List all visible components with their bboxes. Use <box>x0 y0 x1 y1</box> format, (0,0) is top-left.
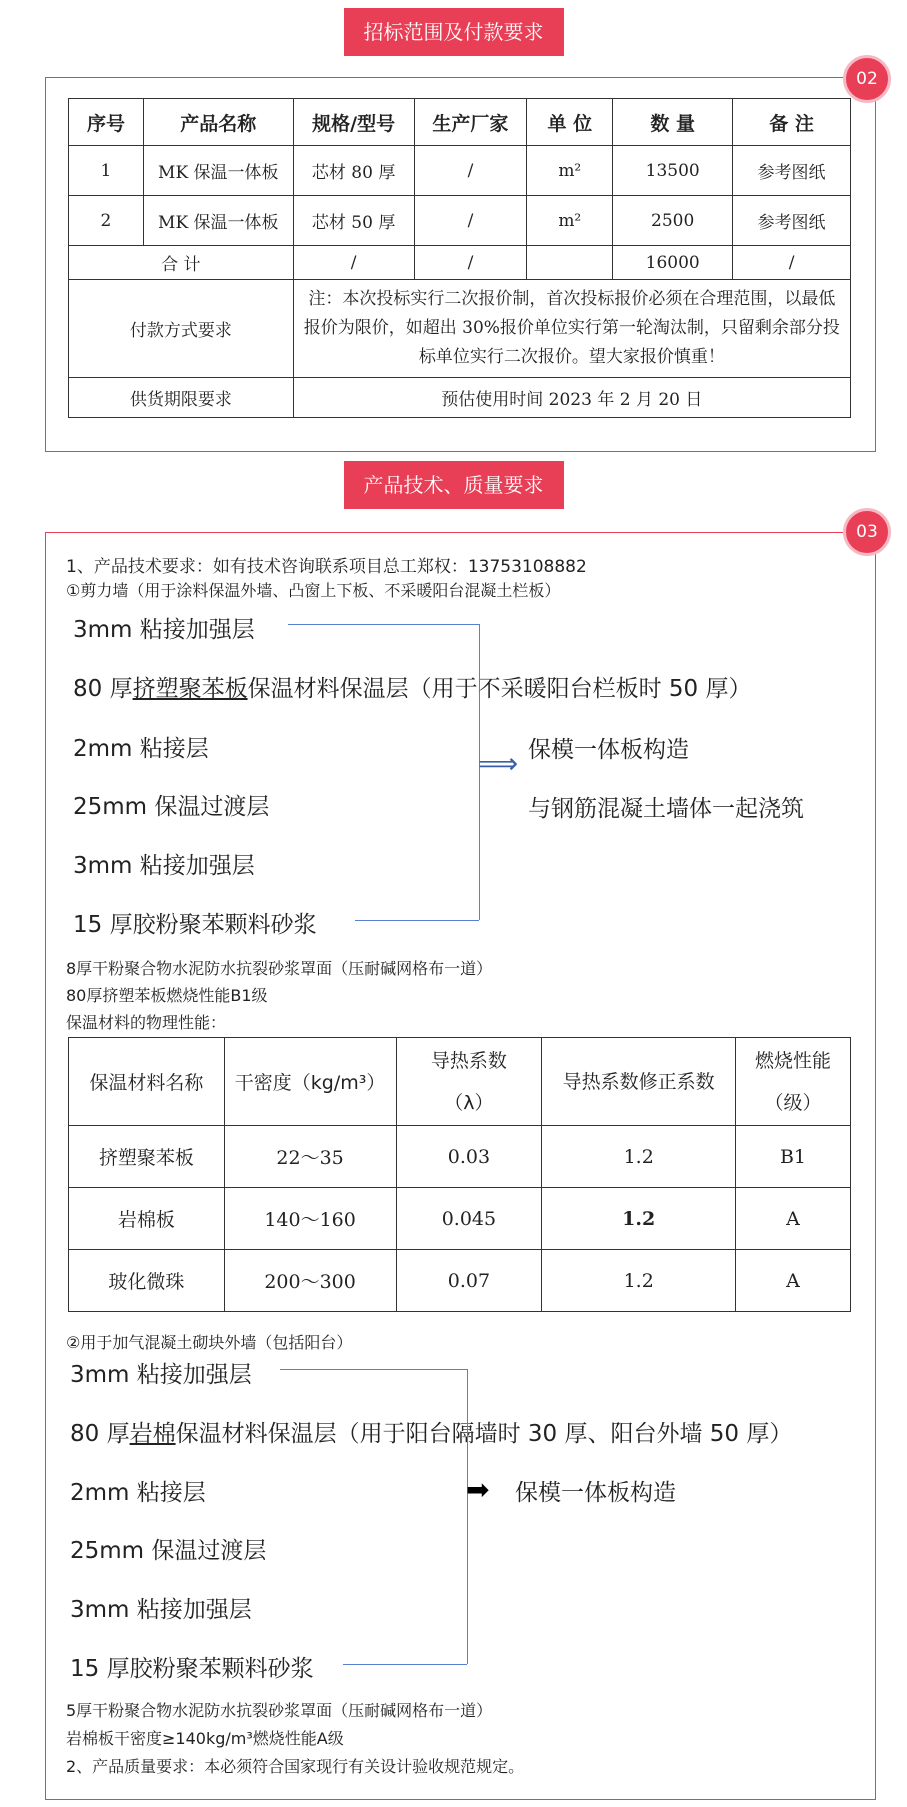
cell: 1.2 <box>542 1250 736 1312</box>
cell: 0.03 <box>396 1126 542 1188</box>
note: 5厚干粉聚合物水泥防水抗裂砂浆罩面（压耐碱网格布一道） <box>66 1701 493 1720</box>
cell: / <box>733 246 851 280</box>
bracket-line <box>288 624 479 625</box>
layer-prefix: 80 厚 <box>70 1421 130 1447</box>
cell: A <box>736 1250 851 1312</box>
wall1-layer: 15 厚胶粉聚苯颗料砂浆 <box>73 912 317 938</box>
cell: 岩棉板 <box>69 1188 225 1250</box>
supply-row <box>69 378 851 418</box>
tech-requirement: 1、产品技术要求：如有技术咨询联系项目总工郑权：13753108882 <box>66 557 587 577</box>
cell: 1.2 <box>542 1126 736 1188</box>
payment-text: 注：本次投标实行二次报价制，首次投标报价必须在合理范围，以最低报价为限价，如超出 30%报价单位实行第一轮淘汰制，只留剩余部分投标单位实行二次报价。望大家报价慎重！ <box>293 280 850 378</box>
th-unit: 单 位 <box>527 99 613 146</box>
th-maker: 生产厂家 <box>414 99 527 146</box>
cell: 0.045 <box>396 1188 542 1250</box>
cell: 1.2 <box>542 1188 736 1250</box>
th-fire: 燃烧性能（级） <box>736 1038 851 1126</box>
section-badge-02: 02 <box>843 55 891 103</box>
cell: MK 保温一体板 <box>143 146 293 196</box>
wall2-layer: 25mm 保温过渡层 <box>70 1538 267 1564</box>
table-row <box>69 146 851 196</box>
cell: / <box>293 246 414 280</box>
cell: m² <box>527 146 613 196</box>
table-row <box>69 1126 851 1188</box>
th-material: 保温材料名称 <box>69 1038 225 1126</box>
note: 80厚挤塑苯板燃烧性能B1级 <box>66 986 268 1005</box>
total-row <box>69 246 851 280</box>
layer-material: 岩棉 <box>129 1421 176 1447</box>
layer-suffix: 保温材料保温层（用于阳台隔墙时 30 厚、阳台外墙 50 厚） <box>175 1421 793 1447</box>
note: 8厚干粉聚合物水泥防水抗裂砂浆罩面（压耐碱网格布一道） <box>66 959 493 978</box>
wall1-layer: 3mm 粘接加强层 <box>73 617 255 643</box>
cell: / <box>414 146 527 196</box>
cell: 200～300 <box>224 1250 396 1312</box>
wall2-result: 保模一体板构造 <box>515 1480 676 1506</box>
payment-row <box>69 280 851 378</box>
cell <box>527 246 613 280</box>
th-index: 序号 <box>69 99 144 146</box>
cell: B1 <box>736 1126 851 1188</box>
layer-prefix: 80 厚 <box>73 676 133 702</box>
cell: 0.07 <box>396 1250 542 1312</box>
bracket-line <box>343 1664 467 1665</box>
th-spec: 规格/型号 <box>293 99 414 146</box>
section-banner-quality: 产品技术、质量要求 <box>344 461 564 509</box>
cell: 22～35 <box>224 1126 396 1188</box>
cell: MK 保温一体板 <box>143 196 293 246</box>
table-row <box>69 1250 851 1312</box>
cell: 挤塑聚苯板 <box>69 1126 225 1188</box>
properties-table <box>68 1037 851 1312</box>
quality-requirement: 2、产品质量要求：本必须符合国家现行有关设计验收规范规定。 <box>66 1757 525 1776</box>
table-row <box>69 196 851 246</box>
wall1-layer: 2mm 粘接层 <box>73 736 209 762</box>
wall1-layer: 25mm 保温过渡层 <box>73 794 270 820</box>
cell: 13500 <box>613 146 733 196</box>
wall2-layer <box>70 1415 792 1448</box>
wall2-layer: 2mm 粘接层 <box>70 1480 206 1506</box>
supply-text: 预估使用时间 2023 年 2 月 20 日 <box>293 378 850 418</box>
cell: m² <box>527 196 613 246</box>
bracket-line <box>459 1369 468 1664</box>
table-row <box>69 1188 851 1250</box>
th-correction: 导热系数修正系数 <box>542 1038 736 1126</box>
wall1-result: 与钢筋混凝土墙体一起浇筑 <box>528 796 804 822</box>
th-conductivity: 导热系数（λ） <box>396 1038 542 1126</box>
cell: 1 <box>69 146 144 196</box>
wall2-title: ②用于加气混凝土砌块外墙（包括阳台） <box>66 1333 353 1352</box>
wall2-layer: 3mm 粘接加强层 <box>70 1362 252 1388</box>
cell: 2 <box>69 196 144 246</box>
wall1-layer: 3mm 粘接加强层 <box>73 853 255 879</box>
wall1-layer <box>73 670 751 703</box>
section-badge-03: 03 <box>843 508 891 556</box>
cell: 芯材 80 厚 <box>293 146 414 196</box>
section-banner-scope: 招标范围及付款要求 <box>344 8 564 56</box>
bracket-line <box>355 920 479 921</box>
total-label: 合 计 <box>69 246 294 280</box>
payment-label: 付款方式要求 <box>69 280 294 378</box>
bracket-line <box>280 1369 467 1370</box>
arrow-icon: ➡ <box>466 1473 490 1506</box>
supply-label: 供货期限要求 <box>69 378 294 418</box>
th-remark: 备 注 <box>733 99 851 146</box>
cell: 参考图纸 <box>733 196 851 246</box>
cell: 16000 <box>613 246 733 280</box>
layer-suffix: 保温材料保温层（用于不采暖阳台栏板时 50 厚） <box>247 676 752 702</box>
wall2-layer: 3mm 粘接加强层 <box>70 1597 252 1623</box>
wall1-title: ①剪力墙（用于涂料保温外墙、凸窗上下板、不采暖阳台混凝土栏板） <box>66 581 561 600</box>
cell: 玻化微珠 <box>69 1250 225 1312</box>
note: 保温材料的物理性能： <box>66 1013 227 1032</box>
cell: / <box>414 246 527 280</box>
cell: / <box>414 196 527 246</box>
th-qty: 数 量 <box>613 99 733 146</box>
wall1-result: 保模一体板构造 <box>528 737 689 763</box>
cell: 2500 <box>613 196 733 246</box>
layer-material: 挤塑聚苯板 <box>132 676 248 702</box>
arrow-icon: ⟹ <box>478 747 519 780</box>
cell: 芯材 50 厚 <box>293 196 414 246</box>
note: 岩棉板干密度≥140kg/m³燃烧性能A级 <box>66 1729 344 1748</box>
cell: 140～160 <box>224 1188 396 1250</box>
wall2-layer: 15 厚胶粉聚苯颗料砂浆 <box>70 1656 314 1682</box>
cell: A <box>736 1188 851 1250</box>
cell: 参考图纸 <box>733 146 851 196</box>
th-density: 干密度（kg/m³） <box>224 1038 396 1126</box>
th-product: 产品名称 <box>143 99 293 146</box>
scope-table <box>68 98 851 418</box>
